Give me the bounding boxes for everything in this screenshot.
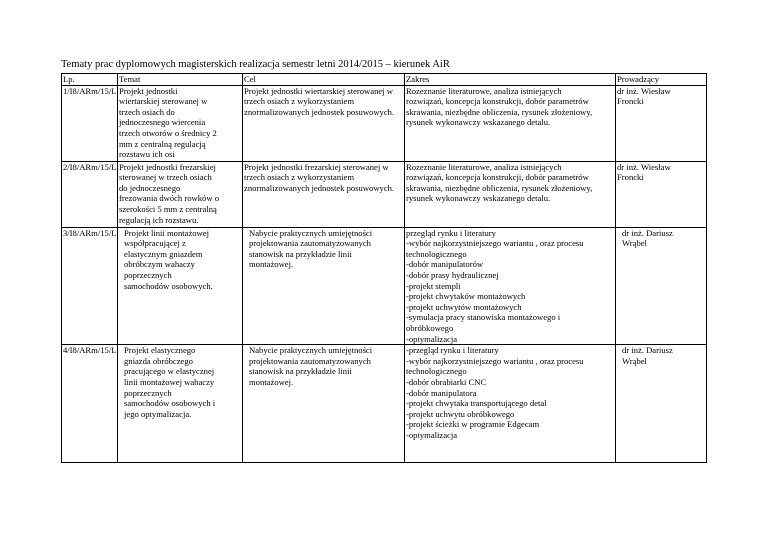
- cell-zakres: -przegląd rynku i literatury -wybór najkorzystniejszego wariantu , oraz procesu technologicznego -dobór obrabiarki CNC -dobór manipulatora -projekt chwytaka transportującego detal -projekt uchwytu obróbkowego -projekt ścieżki w programie Edgecam -optymalizacja: [405, 345, 616, 463]
- cell-lp: 3/I8/ARm/15/L: [62, 227, 118, 345]
- cell-lp: 4/I8/ARm/15/L: [62, 345, 118, 463]
- cell-cel: Nabycie praktycznych umiejętności projektowania zautomatyzowanych stanowisk na przykładzie linii montażowej.: [243, 345, 405, 463]
- table-header-row: [62, 74, 707, 86]
- header-prowadzacy: Prowadzący: [616, 74, 707, 86]
- cell-zakres: przegląd rynku i literatury -wybór najkorzystniejszego wariantu , oraz procesu technologicznego -dobór manipulatorów -dobór prasy hydraulicznej -projekt stempli -projekt chwytaków montażowych -projekt uchwytów montażowych -symulacja pracy stanowiska montażowego i obróbkowego -optymalizacja: [405, 227, 616, 345]
- cell-zakres: Rozeznanie literaturowe, analiza istniejących rozwiązań, koncepcja konstrukcji, dobór parametrów skrawania, niezbędne obliczenia, rysunek złożeniowy, rysunek wykonawczy wskazanego detalu.: [405, 85, 616, 161]
- cell-zakres: Rozeznanie literaturowe, analiza istniejących rozwiązań, koncepcja konstrukcji, dobór parametrów skrawania, niezbędne obliczenia, rysunek złożeniowy, rysunek wykonawczy wskazanego detalu.: [405, 161, 616, 227]
- cell-lp: 2/I8/ARm/15/L: [62, 161, 118, 227]
- header-temat: Temat: [118, 74, 243, 86]
- header-lp: Lp.: [62, 74, 118, 86]
- page-title: Tematy prac dyplomowych magisterskich realizacja semestr letni 2014/2015 – kierunek AiR: [61, 59, 450, 70]
- cell-prowadzacy: dr inż. Wiesław Froncki: [616, 85, 707, 161]
- cell-prowadzacy: dr inż. Wiesław Froncki: [616, 161, 707, 227]
- header-cel: Cel: [243, 74, 405, 86]
- cell-temat: Projekt jednostki wiertarskiej sterowanej w trzech osiach do jednoczesnego wiercenia trzech otworów o średnicy 2 mm z centralną regulacją rozstawu ich osi: [118, 85, 243, 161]
- cell-prowadzacy: dr inż. Dariusz Wrąbel: [616, 227, 707, 345]
- cell-cel: Nabycie praktycznych umiejętności projektowania zautomatyzowanych stanowisk na przykładzie linii montażowej.: [243, 227, 405, 345]
- table-row: [62, 85, 707, 161]
- cell-cel: Projekt jednostki wiertarskiej sterowanej w trzech osiach z wykorzystaniem znormalizowanych jednostek posuwowych.: [243, 85, 405, 161]
- cell-temat: Projekt jednostki frezarskiej sterowanej w trzech osiach do jednoczesnego frezowania dwóch rowków o szerokości 5 mm z centralną regulacją ich rozstawu.: [118, 161, 243, 227]
- cell-cel: Projekt jednostki frezarskiej sterowanej w trzech osiach z wykorzystaniem znormalizowanych jednostek posuwowych.: [243, 161, 405, 227]
- table-row: [62, 161, 707, 227]
- table-row: [62, 345, 707, 463]
- topics-table: [61, 73, 707, 463]
- cell-temat: Projekt elastycznego gniazda obróbczego pracującego w elastycznej linii montażowej wahaczy poprzecznych samochodów osobowych i jego optymalizacja.: [118, 345, 243, 463]
- table-row: [62, 227, 707, 345]
- cell-temat: Projekt linii montażowej współpracującej z elastycznym gniazdem obróbczym wahaczy poprzecznych samochodów osobowych.: [118, 227, 243, 345]
- cell-lp: 1/I8/ARm/15/L: [62, 85, 118, 161]
- cell-prowadzacy: dr inż. Dariusz Wrąbel: [616, 345, 707, 463]
- header-zakres: Zakres: [405, 74, 616, 86]
